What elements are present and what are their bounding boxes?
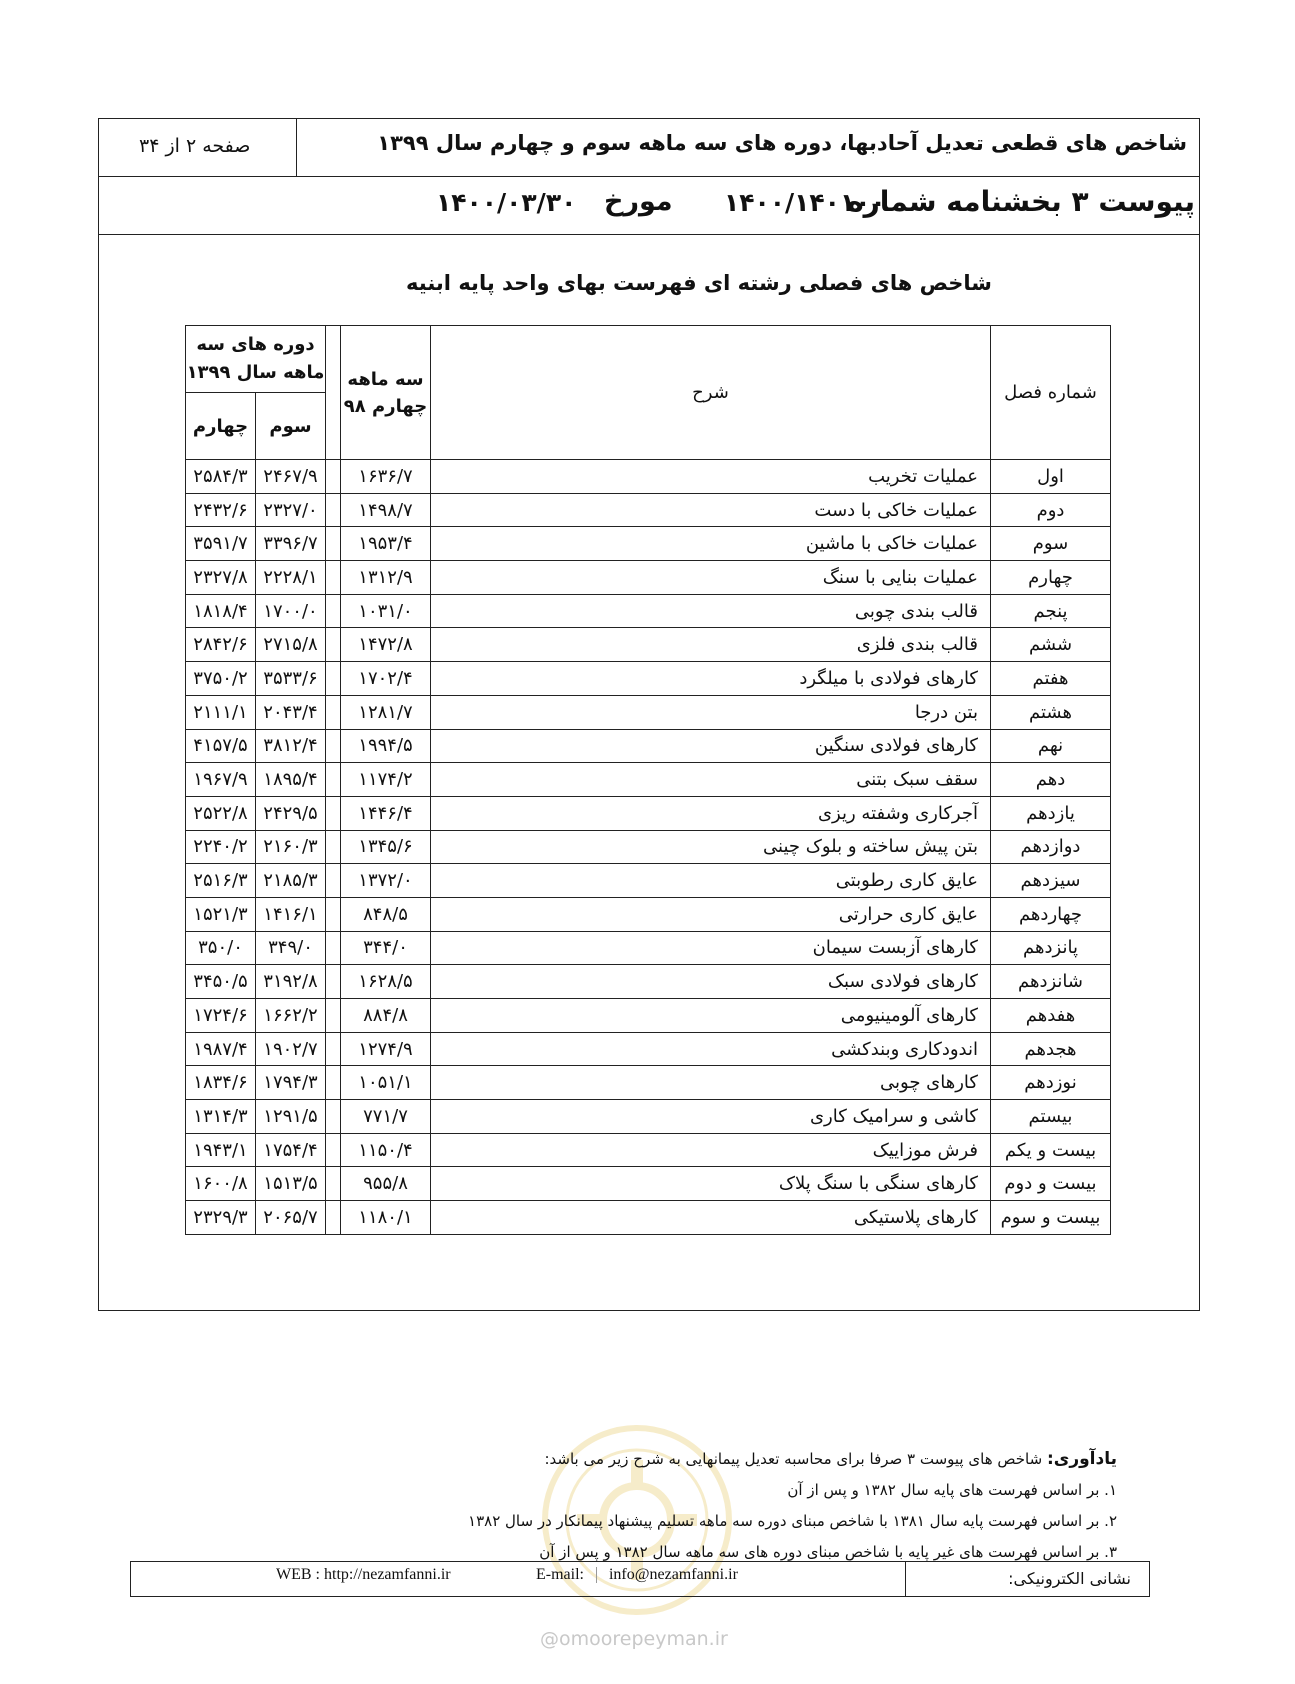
q3-cell: ۱۷۰۰/۰ (256, 594, 326, 628)
chapter-cell: نوزدهم (991, 1066, 1111, 1100)
description-cell: سقف سبک بتنی (431, 763, 991, 797)
description-cell: آجرکاری وشفته ریزی (431, 796, 991, 830)
header-group-1399: دوره های سه ماهه سال ۱۳۹۹ (186, 326, 326, 393)
description-cell: کارهای آزبست سیمان (431, 931, 991, 965)
q4-98-cell: ۳۴۴/۰ (341, 931, 431, 965)
gap-cell (326, 628, 341, 662)
table-row (186, 594, 1111, 628)
gap-cell (326, 796, 341, 830)
chapter-cell: بیستم (991, 1100, 1111, 1134)
q3-cell: ۱۸۹۵/۴ (256, 763, 326, 797)
chapter-cell: پانزدهم (991, 931, 1111, 965)
q4-98-cell: ۱۴۹۸/۷ (341, 493, 431, 527)
gap-cell (326, 527, 341, 561)
description-cell: اندودکاری وبندکشی (431, 1032, 991, 1066)
description-cell: کارهای فولادی سنگین (431, 729, 991, 763)
q4-98-cell: ۱۹۵۳/۴ (341, 527, 431, 561)
q4-98-cell: ۱۴۴۶/۴ (341, 796, 431, 830)
gap-cell (326, 999, 341, 1033)
q4-98-cell: ۸۴۸/۵ (341, 897, 431, 931)
q4-98-cell: ۱۲۸۱/۷ (341, 695, 431, 729)
footer-handle: @omoorepeyman.ir (540, 1628, 728, 1650)
q4-98-cell: ۱۹۹۴/۵ (341, 729, 431, 763)
description-cell: کارهای پلاستیکی (431, 1201, 991, 1235)
header-row-title (99, 119, 1199, 177)
q4-98-cell: ۱۳۱۲/۹ (341, 561, 431, 595)
q4-98-cell: ۱۱۵۰/۴ (341, 1133, 431, 1167)
table-row (186, 1133, 1111, 1167)
q3-cell: ۱۷۹۴/۳ (256, 1066, 326, 1100)
q4-cell: ۲۲۴۰/۲ (186, 830, 256, 864)
email-label: E-mail: (536, 1566, 584, 1583)
q4-cell: ۲۵۱۶/۳ (186, 864, 256, 898)
q4-98-cell: ۱۰۳۱/۰ (341, 594, 431, 628)
q3-cell: ۳۱۹۲/۸ (256, 965, 326, 999)
table-row (186, 1167, 1111, 1201)
q4-cell: ۴۱۵۷/۵ (186, 729, 256, 763)
table-row (186, 1066, 1111, 1100)
gap-cell (326, 662, 341, 696)
chapter-cell: هجدهم (991, 1032, 1111, 1066)
page-info: صفحه ۲ از ۳۴ (139, 135, 251, 157)
notes-item-2: ۲. بر اساس فهرست پایه سال ۱۳۸۱ با شاخص مبنای دوره سه ماهه تسلیم پیشنهاد پیمانکار در سال ۱۳۸۲ (468, 1512, 1117, 1530)
q4-cell: ۱۹۴۳/۱ (186, 1133, 256, 1167)
description-cell: فرش موزاییک (431, 1133, 991, 1167)
gap-cell (326, 1100, 341, 1134)
description-cell: عایق کاری رطوبتی (431, 864, 991, 898)
header-q4-98 (341, 326, 431, 460)
gap-cell (326, 931, 341, 965)
table-row (186, 1100, 1111, 1134)
q4-98-cell: ۱۳۴۵/۶ (341, 830, 431, 864)
chapter-cell: هفتم (991, 662, 1111, 696)
description-cell: عملیات خاکی با ماشین (431, 527, 991, 561)
notes-intro-line (117, 1444, 1117, 1475)
gap-cell (326, 561, 341, 595)
document-frame (98, 118, 1200, 1311)
description-cell: کارهای چوبی (431, 1066, 991, 1100)
table-row (186, 561, 1111, 595)
email-link[interactable]: info@nezamfanni.ir (608, 1566, 738, 1583)
description-cell: کارهای فولادی با میلگرد (431, 662, 991, 696)
q3-cell: ۳۸۱۲/۴ (256, 729, 326, 763)
table-row (186, 897, 1111, 931)
contact-label: نشانی الکترونیکی: (905, 1562, 1149, 1596)
table-row (186, 493, 1111, 527)
description-cell: قالب بندی چوبی (431, 594, 991, 628)
web-link[interactable]: WEB : http://nezamfanni.ir (276, 1566, 451, 1583)
q3-cell: ۱۴۱۶/۱ (256, 897, 326, 931)
notes-item-3: ۳. بر اساس فهرست های غیر پایه با شاخص مبنای دوره های سه ماهه سال ۱۳۸۲ و پس از آن (539, 1543, 1117, 1561)
chapter-cell: هفدهم (991, 999, 1111, 1033)
table-row (186, 1032, 1111, 1066)
notes-intro: شاخص های پیوست ۳ صرفا برای محاسبه تعدیل پیمانهایی به شرح زیر می باشد: (544, 1450, 1043, 1468)
chapter-cell: چهارم (991, 561, 1111, 595)
q3-cell: ۲۴۶۷/۹ (256, 460, 326, 494)
email-block (536, 1566, 738, 1584)
q4-98-cell: ۱۰۵۱/۱ (341, 1066, 431, 1100)
description-cell: قالب بندی فلزی (431, 628, 991, 662)
table-row (186, 527, 1111, 561)
q4-98-cell: ۱۶۲۸/۵ (341, 965, 431, 999)
header-chapter: شماره فصل (991, 326, 1111, 460)
q4-cell: ۱۳۱۴/۳ (186, 1100, 256, 1134)
date-label: مورخ (604, 186, 673, 217)
q4-98-cell: ۱۱۷۴/۲ (341, 763, 431, 797)
q3-cell: ۲۷۱۵/۸ (256, 628, 326, 662)
q3-cell: ۲۲۲۸/۱ (256, 561, 326, 595)
description-cell: کارهای فولادی سبک (431, 965, 991, 999)
q4-cell: ۱۵۲۱/۳ (186, 897, 256, 931)
q3-cell: ۱۷۵۴/۴ (256, 1133, 326, 1167)
q4-cell: ۳۴۵۰/۵ (186, 965, 256, 999)
q4-cell: ۱۹۶۷/۹ (186, 763, 256, 797)
q4-98-cell: ۱۱۸۰/۱ (341, 1201, 431, 1235)
notes-section (117, 1444, 1117, 1568)
table-row (186, 830, 1111, 864)
q4-cell: ۲۳۲۹/۳ (186, 1201, 256, 1235)
chapter-cell: سوم (991, 527, 1111, 561)
chapter-cell: نهم (991, 729, 1111, 763)
gap-cell (326, 830, 341, 864)
q4-98-cell: ۱۶۳۶/۷ (341, 460, 431, 494)
q4-cell: ۲۵۸۴/۳ (186, 460, 256, 494)
q4-cell: ۲۳۲۷/۸ (186, 561, 256, 595)
q3-cell: ۳۴۹/۰ (256, 931, 326, 965)
table-row (186, 864, 1111, 898)
chapter-cell: ششم (991, 628, 1111, 662)
gap-cell (326, 594, 341, 628)
q4-98-cell: ۱۲۷۴/۹ (341, 1032, 431, 1066)
q3-cell: ۲۰۴۳/۴ (256, 695, 326, 729)
gap-cell (326, 1066, 341, 1100)
circular-number: ۱۴۰۰/۱۴۰۱۰۰ (724, 188, 886, 217)
gap-cell (326, 695, 341, 729)
chapter-cell: بیست و سوم (991, 1201, 1111, 1235)
table-row (186, 999, 1111, 1033)
header-q3: سوم (256, 393, 326, 460)
description-cell: بتن درجا (431, 695, 991, 729)
gap-cell (326, 1133, 341, 1167)
q4-cell: ۱۸۳۴/۶ (186, 1066, 256, 1100)
q4-cell: ۲۸۴۲/۶ (186, 628, 256, 662)
q3-cell: ۲۰۶۵/۷ (256, 1201, 326, 1235)
chapter-cell: سیزدهم (991, 864, 1111, 898)
gap-cell (326, 897, 341, 931)
header-gap (326, 326, 341, 460)
description-cell: کارهای آلومینیومی (431, 999, 991, 1033)
gap-cell (326, 729, 341, 763)
document-title: شاخص های قطعی تعدیل آحادبها، دوره های سه ماهه سوم و چهارم سال ۱۳۹۹ (377, 131, 1187, 155)
q4-cell: ۲۴۳۲/۶ (186, 493, 256, 527)
gap-cell (326, 493, 341, 527)
q4-cell: ۲۵۲۲/۸ (186, 796, 256, 830)
chapter-cell: بیست و یکم (991, 1133, 1111, 1167)
header-q4-98-text: سه ماهه چهارم ۹۸ (343, 368, 428, 417)
q3-cell: ۳۳۹۶/۷ (256, 527, 326, 561)
table-title: شاخص های فصلی رشته ای فهرست بهای واحد پایه ابنیه (406, 271, 992, 295)
description-cell: کاشی و سرامیک کاری (431, 1100, 991, 1134)
chapter-cell: اول (991, 460, 1111, 494)
q4-cell: ۳۵۰/۰ (186, 931, 256, 965)
annex-label: پیوست ۳ بخشنامه شماره (847, 185, 1195, 218)
chapter-cell: دوازدهم (991, 830, 1111, 864)
index-table (185, 325, 1111, 1235)
page-info-box (99, 119, 297, 177)
q4-cell: ۱۷۲۴/۶ (186, 999, 256, 1033)
q4-98-cell: ۱۷۰۲/۴ (341, 662, 431, 696)
circular-date: ۱۴۰۰/۰۳/۳۰ (436, 188, 577, 217)
gap-cell (326, 1167, 341, 1201)
table-row (186, 1201, 1111, 1235)
chapter-cell: چهاردهم (991, 897, 1111, 931)
table-row (186, 662, 1111, 696)
table-row (186, 796, 1111, 830)
gap-cell (326, 965, 341, 999)
notes-lead: یادآوری: (1046, 1449, 1117, 1469)
q4-98-cell: ۱۳۷۲/۰ (341, 864, 431, 898)
q4-98-cell: ۸۸۴/۸ (341, 999, 431, 1033)
table-row (186, 763, 1111, 797)
description-cell: عایق کاری حرارتی (431, 897, 991, 931)
table-row (186, 729, 1111, 763)
q3-cell: ۲۴۲۹/۵ (256, 796, 326, 830)
chapter-cell: پنجم (991, 594, 1111, 628)
q4-cell: ۳۷۵۰/۲ (186, 662, 256, 696)
q4-cell: ۳۵۹۱/۷ (186, 527, 256, 561)
description-cell: کارهای سنگی با سنگ پلاک (431, 1167, 991, 1201)
header-description: شرح (431, 326, 991, 460)
chapter-cell: یازدهم (991, 796, 1111, 830)
gap-cell (326, 1201, 341, 1235)
description-cell: عملیات تخریب (431, 460, 991, 494)
q4-cell: ۱۶۰۰/۸ (186, 1167, 256, 1201)
chapter-cell: هشتم (991, 695, 1111, 729)
notes-item-1: ۱. بر اساس فهرست های پایه سال ۱۳۸۲ و پس از آن (787, 1481, 1117, 1499)
q4-cell: ۱۸۱۸/۴ (186, 594, 256, 628)
header-row-circular (99, 177, 1199, 235)
description-cell: عملیات بنایی با سنگ (431, 561, 991, 595)
gap-cell (326, 460, 341, 494)
table-row (186, 695, 1111, 729)
q4-cell: ۱۹۸۷/۴ (186, 1032, 256, 1066)
header-q4: چهارم (186, 393, 256, 460)
q3-cell: ۱۵۱۳/۵ (256, 1167, 326, 1201)
q3-cell: ۲۱۸۵/۳ (256, 864, 326, 898)
description-cell: بتن پیش ساخته و بلوک چینی (431, 830, 991, 864)
table-body (186, 460, 1111, 1235)
gap-cell (326, 864, 341, 898)
q3-cell: ۱۹۰۲/۷ (256, 1032, 326, 1066)
table-row (186, 965, 1111, 999)
gap-cell (326, 763, 341, 797)
q3-cell: ۲۳۲۷/۰ (256, 493, 326, 527)
q3-cell: ۳۵۳۳/۶ (256, 662, 326, 696)
q3-cell: ۲۱۶۰/۳ (256, 830, 326, 864)
chapter-cell: بیست و دوم (991, 1167, 1111, 1201)
q4-cell: ۲۱۱۱/۱ (186, 695, 256, 729)
q3-cell: ۱۲۹۱/۵ (256, 1100, 326, 1134)
q4-98-cell: ۱۴۷۲/۸ (341, 628, 431, 662)
chapter-cell: دوم (991, 493, 1111, 527)
q4-98-cell: ۷۷۱/۷ (341, 1100, 431, 1134)
table-row (186, 628, 1111, 662)
email-separator (596, 1567, 597, 1583)
chapter-cell: شانزدهم (991, 965, 1111, 999)
q3-cell: ۱۶۶۲/۲ (256, 999, 326, 1033)
chapter-cell: دهم (991, 763, 1111, 797)
gap-cell (326, 1032, 341, 1066)
q4-98-cell: ۹۵۵/۸ (341, 1167, 431, 1201)
table-row (186, 460, 1111, 494)
table-row (186, 931, 1111, 965)
description-cell: عملیات خاکی با دست (431, 493, 991, 527)
contact-box (130, 1561, 1150, 1597)
